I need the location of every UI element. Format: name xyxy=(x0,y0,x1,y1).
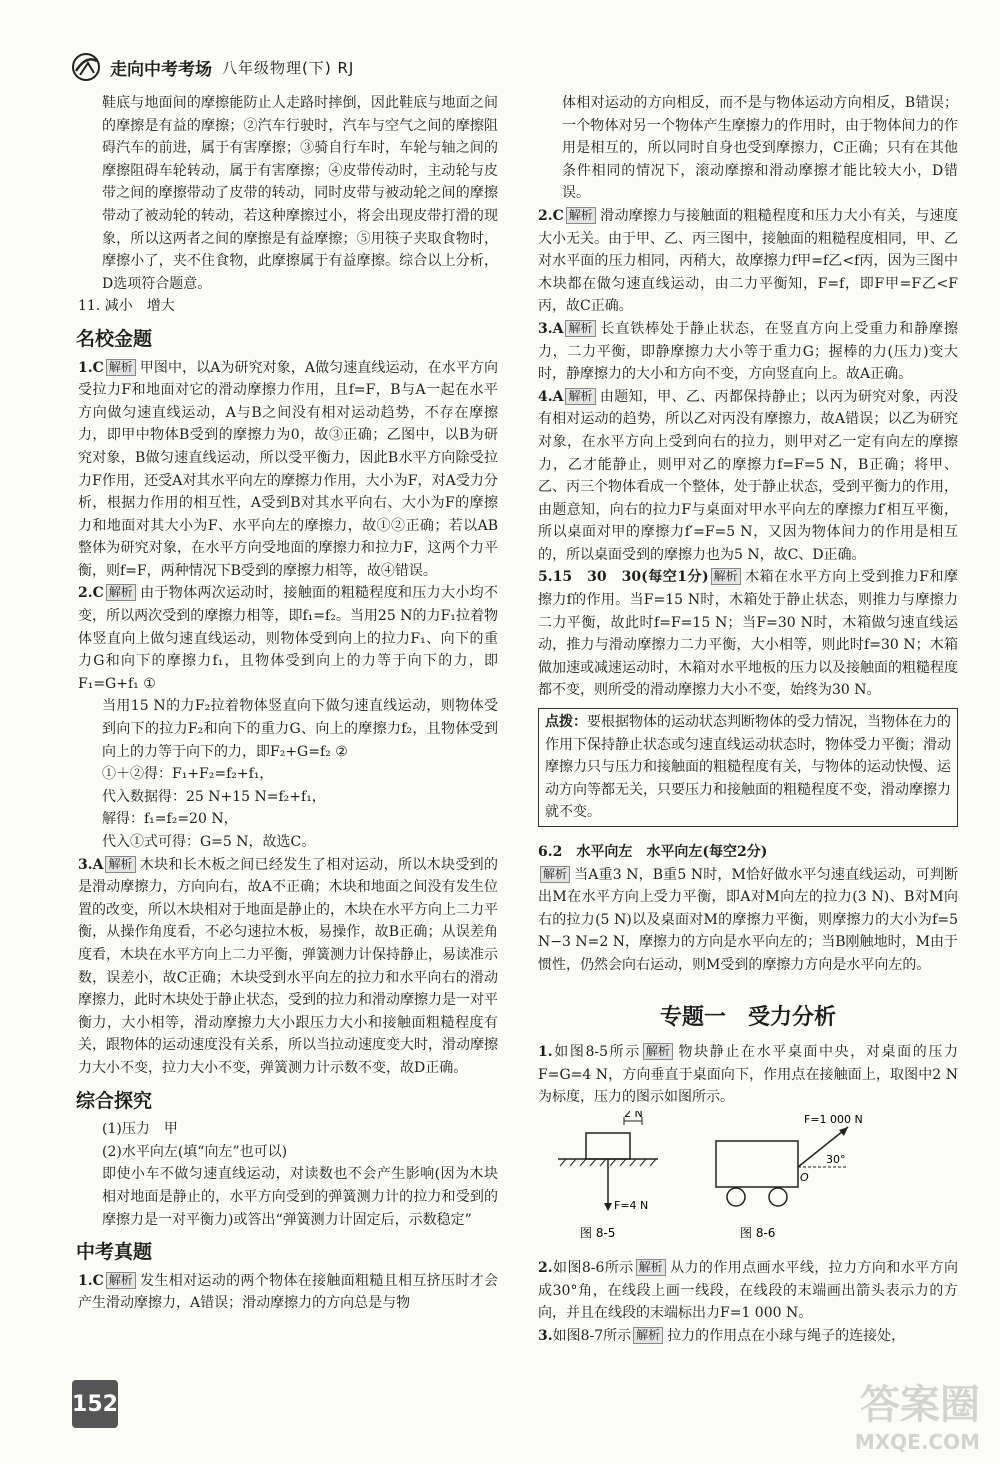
force-diagrams xyxy=(538,1111,958,1251)
answer-item xyxy=(538,566,958,702)
tip-label: 点拨： xyxy=(545,714,587,731)
answer-item xyxy=(78,1270,498,1315)
watermark-url: MXQE.COM xyxy=(854,1430,980,1454)
angle-label: 30° xyxy=(826,1152,846,1166)
answer-text: 即使小车不做匀速直线运动，对读数也不会产生影响(因为木块相对地面是静止的，水平方向受到的弹簧测力计的拉力和受到的摩擦力是一对平衡力)或答出“弹簧测力计固定后，示数稳定” xyxy=(102,1166,498,1228)
paragraph: 鞋底与地面间的摩擦能防止人走路时摔倒，因此鞋底与地面之间的摩擦是有益的摩擦；②汽车行驶时，汽车与空气之间的摩擦阻碍汽车的前进，属于有害摩擦；③骑自行车时，车轮与轴之间的摩擦阻碍车轮转动，属于有害摩擦；④皮带传动时，主动轮与皮带之间的摩擦带动了皮带的转动，同时皮带与被动轮之间的摩擦带动了被动轮的转动，若这种摩擦过小，将会出现皮带打滑的现象，所以这两者之间的摩擦是有益摩擦；⑤用筷子夹取食物时，摩擦小了，夹不住食物，此摩擦属于有益摩擦。综合以上分析，D选项符合题意。 xyxy=(102,95,498,292)
answer-11: 11. 减小 增大 xyxy=(78,298,175,315)
answer-item xyxy=(538,1257,958,1325)
answer-text: 滑动摩擦力与接触面的粗糙程度和压力大小有关，与速度大小无关。由于甲、乙、丙三图中，接触面的粗糙程度相同，甲、乙对水平面的压力相同，丙稍大，故摩擦力f甲=f乙<f丙，因为三图中木块都在做匀速直线运动，由二力平衡知，F=f，即F甲=F乙<F丙，故C正确。 xyxy=(538,207,958,315)
answer-text: 甲图中，以A为研究对象，A做匀速直线运动，在水平方向受拉力F和地面对它的滑动摩擦力作用，且f=F，B与A一起在水平方向做匀速直线运动，A与B之间没有相对运动趋势，不存在摩擦力，即甲中物体B受到的摩擦力为0，故③正确；乙图中，以B为研究对象，B做匀速直线运动，所以受平衡力，因此B水平方向除受拉力F作用，还受A对其水平向左的摩擦力作用，大小为F，对A受力分析，根据力作用的相互性，A受到B对其水平向右、大小为F的摩擦力和地面对其大小为F、水平向左的摩擦力，故①②正确；若以AB整体为研究对象，在水平方向受地面的摩擦力和拉力F，这两个力平衡，则f=F，两种情况下B受到的摩擦力相等，故④错误。 xyxy=(78,359,498,579)
answer-text: 由题知，甲、乙、丙都保持静止；以丙为研究对象，丙没有相对运动的趋势，所以乙对丙没有摩擦力，故A错误；以乙为研究对象，在水平方向上受到向右的拉力，则甲对乙一定有向左的摩擦力，乙才能静止，则甲对乙的摩擦力f=F=5 N，B正确；将甲、乙、丙三个物体看成一个整体，处于静止状态，受到平衡力的作用，由题意知，向右的拉力F与桌面对甲水平向左的摩擦力f′相互平衡，所以桌面对甲的摩擦力f′=F=5 N，又因为物体间力的作用是相互的，所以桌面受到的摩擦力也为5 N，故C、D正确。 xyxy=(538,388,958,563)
answer-item xyxy=(538,318,958,386)
analysis-tag: 解析 xyxy=(106,1272,136,1289)
analysis-tag: 解析 xyxy=(565,320,595,337)
page-header xyxy=(70,50,354,84)
figure-reference: 如图8-6所示 xyxy=(552,1259,634,1276)
force-diagram-svg xyxy=(538,1111,958,1251)
answer-text: 当用15 N的力F₂拉着物体竖直向下做匀速直线运动，则物体受到向下的拉力F₂和向下的重力G、向上的摩擦力f₂，且物体受到向上的力等于向下的力，即F₂+G=f₂ ② xyxy=(102,698,498,760)
answer-text: 代入数据得：25 N+15 N=f₂+f₁， xyxy=(102,788,326,805)
tip-box xyxy=(538,708,958,827)
watermark xyxy=(855,1373,980,1454)
answer-text: 发生相对运动的两个物体在接触面粗糙且相互挤压时才会产生滑动摩擦力，A错误；滑动摩擦力的方向总是与物 xyxy=(78,1272,498,1312)
analysis-tag: 解析 xyxy=(711,568,741,585)
answer-text: 解得：f₁=f₂=20 N， xyxy=(102,811,238,828)
answer-text: 物块静止在水平桌面中央，对桌面的压力F=G=4 N，方向垂直于桌面向下，作用点在接触面上，取图中2 N为标度，压力的图示如图所示。 xyxy=(538,1044,958,1106)
figure-8-5 xyxy=(558,1111,658,1240)
answer-number: 3.A xyxy=(538,320,564,337)
answer-item xyxy=(538,1041,958,1109)
block xyxy=(586,1133,630,1159)
wheel xyxy=(769,1188,787,1206)
answer-text: (2)水平向左(填“向左”也可以) xyxy=(102,1143,288,1160)
answer-text: (1)压力 甲 xyxy=(102,1121,178,1138)
answer-number: 2.C xyxy=(538,207,564,224)
figure-reference: 如图8-5所示 xyxy=(552,1044,641,1061)
figure-8-6 xyxy=(716,1113,863,1240)
book-title: 走向中考考场 xyxy=(110,59,212,80)
analysis-tag: 解析 xyxy=(106,584,136,601)
answer-text: 长直铁棒处于静止状态，在竖直方向上受重力和静摩擦力，二力平衡，即静摩擦力大小等于重力G；握棒的力(压力)变大时，静摩擦力的大小和方向不变，方向竖直向上。故A正确。 xyxy=(538,320,958,383)
section-heading: 中考真题 xyxy=(76,1241,153,1264)
answer-text: ①＋②得：F₁+F₂=f₂+f₁， xyxy=(102,766,274,783)
answer-number: 2.C xyxy=(78,585,104,602)
scale-label: 2 N xyxy=(624,1110,643,1120)
publisher-logo-icon xyxy=(70,51,102,83)
answer-number: 3. xyxy=(538,1327,553,1344)
analysis-tag: 解析 xyxy=(643,1043,673,1060)
answer-text: 木块和长木板之间已经发生了相对运动，所以木块受到的是滑动摩擦力，方向向右，故A不正确；木块和地面之间没有发生位置的改变，所以木块相对于地面是静止的，木块在水平方向上二力平衡，从操作角度看，不必匀速拉木板，易操作，故B正确；从误差角度看，木块在水平方向上二力平衡，弹簧测力计保持静止，易读准示数，误差小，故C正确；木块受到水平向左的拉力和水平向右的滑动摩擦力，此时木块处于静止状态，受到的拉力和滑动摩擦力是一对平衡力，大小相等，滑动摩擦力大小跟压力大小和接触面粗糙程度有关，跟物体的运动速度没有关系，所以当拉动速度变大时，滑动摩擦力大小不变，拉力大小不变，弹簧测力计示数不变，故D正确。 xyxy=(78,856,498,1076)
answer-text: 体相对运动的方向相反，而不是与物体运动方向相反，B错误；一个物体对另一个物体产生摩擦力的作用时，由于物体间力的作用是相互的，所以同时自身也受到摩擦力，C正确；只有在其他条件相同的情况下，滚动摩擦和滑动摩擦才能比较大小，D错误。 xyxy=(562,95,958,202)
cart xyxy=(716,1141,798,1187)
figure-reference: 如图8-7所示 xyxy=(552,1327,632,1344)
force-label: F=1 000 N xyxy=(804,1112,863,1126)
answer-text: 木箱在水平方向上受到推力F和摩擦力f的作用。当F=15 N时，木箱处于静止状态，则推力与摩擦力二力平衡，故此时f=F=15 N；当F=30 N时，木箱做匀速直线运动，推力与滑动摩擦力二力平衡，大小相等，则此时f=30 N；木箱做加速或减速运动时，木箱对水平地板的压力以及接触面的粗糙程度都不变，则所受的滑动摩擦力大小不变，始终为30 N。 xyxy=(538,569,958,699)
analysis-tag: 解析 xyxy=(636,1259,666,1276)
tip-text: 要根据物体的运动状态判断物体的受力情况，当物体在力的作用下保持静止状态或匀速直线运动状态时，物体受力平衡；滑动摩擦力只与压力和接触面的粗糙程度有关，与物体的运动快慢、运动方向等都无关，只要压力和接触面的粗糙程度不变，滑动摩擦力就不变。 xyxy=(545,714,951,821)
answer-item xyxy=(538,864,958,977)
answer-number: 4.A xyxy=(538,388,564,405)
book-subtitle: 八年级物理(下) RJ xyxy=(222,58,355,77)
left-column xyxy=(78,92,498,1315)
answer-number: 1.C xyxy=(78,1272,104,1289)
answer-item xyxy=(78,357,498,583)
answer-number: 6.2 水平向左 水平向左(每空2分) xyxy=(538,844,768,860)
wheel xyxy=(727,1188,745,1206)
answer-number: 3.A xyxy=(78,856,104,873)
answer-text: 由于物体两次运动时，接触面的粗糙程度和压力大小均不变，所以两次受到的摩擦力相等，即f₁=f₂。当用25 N的力F₁拉着物体竖直向上做匀速直线运动，则物体受到向上的拉力F₁、向下的重力G和向下的摩擦力f₁，且物体受到向上的力等于向下的力，即F₁=G+f₁ ① xyxy=(78,585,498,692)
watermark-logo-text: 答案圈 xyxy=(860,1382,980,1428)
analysis-tag: 解析 xyxy=(566,207,596,224)
figure-caption: 图 8-5 xyxy=(580,1225,616,1240)
answer-text: 代入①式可得：G=5 N，故选C。 xyxy=(102,834,316,850)
analysis-tag: 解析 xyxy=(633,1327,663,1344)
answer-number: 2. xyxy=(538,1259,553,1276)
page-number: 152 xyxy=(72,1380,118,1428)
section-heading: 名校金题 xyxy=(76,327,153,350)
topic-title: 专题一 受力分析 xyxy=(659,1004,836,1030)
answer-text: 拉力的作用点在小球与绳子的连接处， xyxy=(667,1327,906,1344)
section-heading: 综合探究 xyxy=(76,1089,153,1112)
analysis-tag: 解析 xyxy=(540,866,570,883)
analysis-tag: 解析 xyxy=(565,388,595,405)
figure-caption: 图 8-6 xyxy=(740,1225,776,1240)
right-column xyxy=(538,92,958,1347)
answer-item xyxy=(78,854,498,1080)
answer-item xyxy=(538,841,958,864)
answer-text: 从力的作用点画水平线，拉力方向和水平方向成30°角，在线段上画一线段，在线段的末端画出箭头表示力的方向，并且在线段的末端标出力F=1 000 N。 xyxy=(538,1259,959,1322)
answer-item xyxy=(538,386,958,567)
answer-item xyxy=(78,582,498,695)
answer-text: 当A重3 N，B重5 N时，M恰好做水平匀速直线运动，可判断出M在水平方向上受力平衡，即A对M向左的拉力(3 N)、B对M向右的拉力(5 N)以及桌面对M的摩擦力平衡，则摩擦力的大小为f=5 N−3 N=2 N，摩擦力的方向是水平向左的；当B刚触地时，M由于惯性，仍然会向右运动，则M受到的摩擦力方向是水平向左的。 xyxy=(538,866,958,973)
answer-number: 1. xyxy=(538,1044,553,1061)
analysis-tag: 解析 xyxy=(105,856,135,873)
point-label: O xyxy=(800,1170,809,1184)
answer-item xyxy=(538,205,958,318)
force-label: F=4 N xyxy=(614,1198,649,1212)
answer-number: 1.C xyxy=(78,359,104,376)
analysis-tag: 解析 xyxy=(106,359,136,376)
answer-item xyxy=(538,1325,958,1348)
answer-number: 5.15 30 30(每空1分) xyxy=(538,569,709,586)
